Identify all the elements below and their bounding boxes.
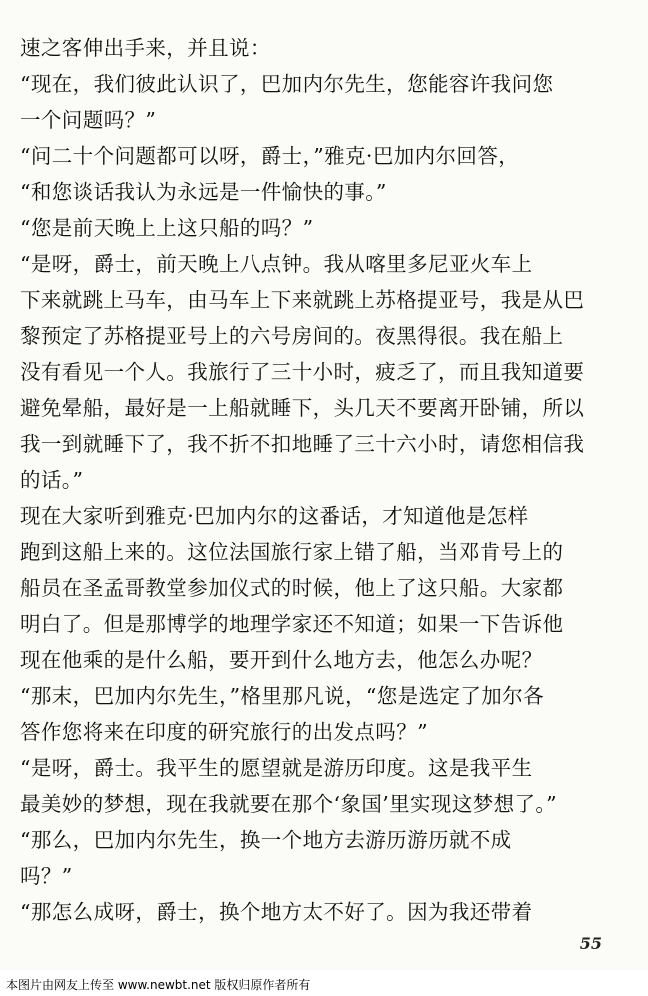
text-line: “是呀，爵士，前天晚上八点钟。我从喀里多尼亚火车上 xyxy=(20,252,533,276)
text-line: 的话。” xyxy=(20,468,84,492)
text-line: 避免晕船，最好是一上船就睡下，头几天不要离开卧铺，所以 xyxy=(20,396,585,420)
text-line: 船员在圣孟哥教堂参加仪式的时候，他上了这只船。大家都 xyxy=(20,576,564,600)
text-line: 吗？” xyxy=(20,864,73,888)
text-line: 答作您将来在印度的研究旅行的出发点吗？” xyxy=(20,720,428,744)
text-line: 现在大家听到雅克·巴加内尔的这番话，才知道他是怎样 xyxy=(20,504,529,528)
text-line: 黎预定了苏格提亚号上的六号房间的。夜黑得很。我在船上 xyxy=(20,324,564,348)
text-line: 下来就跳上马车，由马车上下来就跳上苏格提亚号，我是从巴 xyxy=(20,288,585,312)
text-line: 一个问题吗？” xyxy=(20,108,157,132)
footer-text: 本图片由网友上传至 www.newbt.net 版权归原作者所有 xyxy=(6,978,311,992)
text-line: 没有看见一个人。我旅行了三十小时，疲乏了，而且我知道要 xyxy=(20,360,585,384)
text-line: “是呀，爵士。我平生的愿望就是游历印度。这是我平生 xyxy=(20,756,533,780)
text-line: 现在他乘的是什么船，要开到什么地方去，他怎么办呢？ xyxy=(20,648,543,672)
text-line: “问二十个问题都可以呀，爵士，”雅克·巴加内尔回答， xyxy=(20,144,520,168)
text-line: “现在，我们彼此认识了，巴加内尔先生，您能容许我问您 xyxy=(20,72,554,96)
text-line: “那么，巴加内尔先生，换一个地方去游历游历就不成 xyxy=(20,828,512,852)
text-line: 我一到就睡下了，我不折不扣地睡了三十六小时，请您相信我 xyxy=(20,432,585,456)
text-line: “那怎么成呀，爵士，换个地方太不好了。因为我还带着 xyxy=(20,900,533,924)
text-line: 跑到这船上来的。这位法国旅行家上错了船，当邓肯号上的 xyxy=(20,540,564,564)
text-line: 速之客伸出手来，并且说： xyxy=(20,36,271,60)
text-line: “那末，巴加内尔先生，”格里那凡说，“您是选定了加尔各 xyxy=(20,684,544,708)
watermark-footer xyxy=(0,972,648,996)
text-line: 明白了。但是那博学的地理学家还不知道；如果一下告诉他 xyxy=(20,612,564,636)
page-number: 55 xyxy=(579,934,602,953)
text-line: “您是前天晚上上这只船的吗？” xyxy=(20,216,314,240)
text-line: “和您谈话我认为永远是一件愉快的事。” xyxy=(20,180,387,204)
text-line: 最美妙的梦想，现在我就要在那个‘象国’里实现这梦想了。” xyxy=(20,792,557,816)
